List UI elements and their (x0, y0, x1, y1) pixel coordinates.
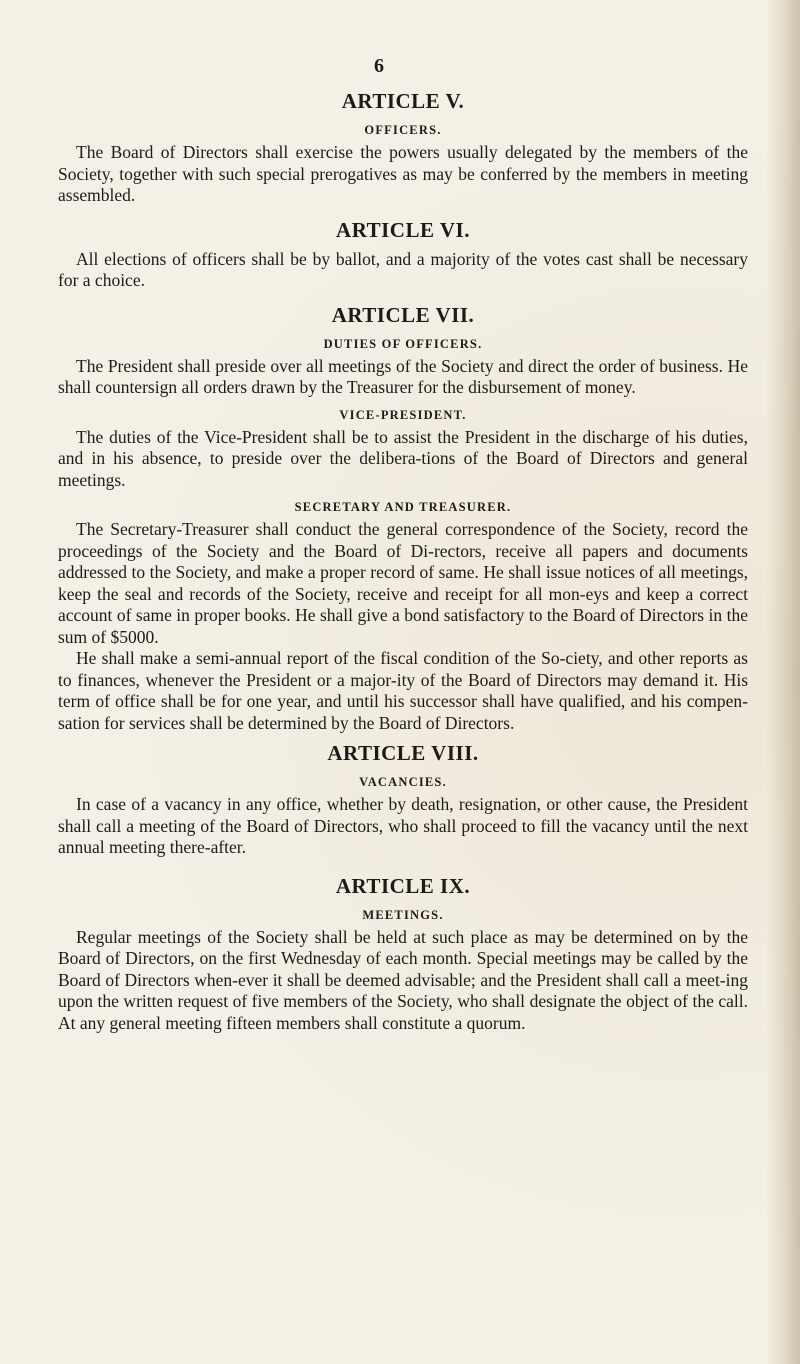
article-8-text: In case of a vacancy in any office, whether by death, resignation, or other cause, the President shall call a meeting of the Board of Directors, who shall proceed to fill the vacancy until the next annual meeting there-after. (58, 794, 748, 857)
page-content (58, 88, 748, 1034)
vice-president-subheading: VICE-PRESIDENT. (339, 407, 467, 422)
page-number: 6 (374, 55, 384, 77)
article-8-heading: ARTICLE VIII. (327, 741, 479, 765)
secretary-treasurer-subheading: SECRETARY AND TREASURER. (294, 500, 512, 514)
page-edge-shading (766, 0, 800, 1364)
secretary-treasurer-text-2: He shall make a semi-annual report of the fiscal condition of the So-ciety, and other reports as to finances, whenever the President or a major-ity of the Board of Directors may demand it. His term of office shall be for one year, and until his successor shall have qualified, and his compen-sation for services shall be determined by the Board of Directors. (58, 648, 748, 733)
article-7-heading: ARTICLE VII. (331, 302, 475, 327)
article-9-heading: ARTICLE IX. (335, 873, 471, 898)
article-8-subheading: VACANCIES. (359, 775, 447, 789)
secretary-treasurer-text-1: The Secretary-Treasurer shall conduct the general correspondence of the Society, record the proceedings of the Society and the Board of Di-rectors, receive all papers and documents addressed to the Society, and make a proper record of same. He shall issue notices of all meetings, keep the seal and records of the Society, receive and receipt for all mon-eys and keep a correct account of same in proper books. He shall give a bond satisfactory to the Board of Directors in the sum of $5000. (58, 519, 748, 647)
article-5-text: The Board of Directors shall exercise the powers usually delegated by the members of the Society, together with such special prerogatives as may be conferred by the members in meeting assembled. (58, 142, 748, 205)
article-7-subheading: DUTIES OF OFFICERS. (323, 336, 483, 351)
vice-president-text: The duties of the Vice-President shall be to assist the President in the discharge of his duties, and in his absence, to preside over the delibera-tions of the Board of Directors and general meetings. (58, 426, 748, 490)
article-6-heading: ARTICLE VI. (336, 217, 470, 242)
article-7-president-text: The President shall preside over all meetings of the Society and direct the order of business. He shall countersign all orders drawn by the Treasurer for the disbursement of money. (58, 355, 748, 397)
article-6-text: All elections of officers shall be by ballot, and a majority of the votes cast shall be necessary for a choice. (58, 248, 748, 290)
article-9-subheading: MEETINGS. (362, 907, 444, 922)
article-9-text: Regular meetings of the Society shall be held at such place as may be determined on by the Board of Directors, on the first Wednesday of each month. Special meetings may be called by the Board of Directors when-ever it shall be deemed advisable; and the President shall call a meet-ing upon the written request of five members of the Society, who shall designate the object of the call. At any general meeting fifteen members shall constitute a quorum. (58, 926, 748, 1033)
article-5-heading: ARTICLE V. (341, 89, 465, 113)
article-5-subheading: OFFICERS. (364, 123, 442, 137)
